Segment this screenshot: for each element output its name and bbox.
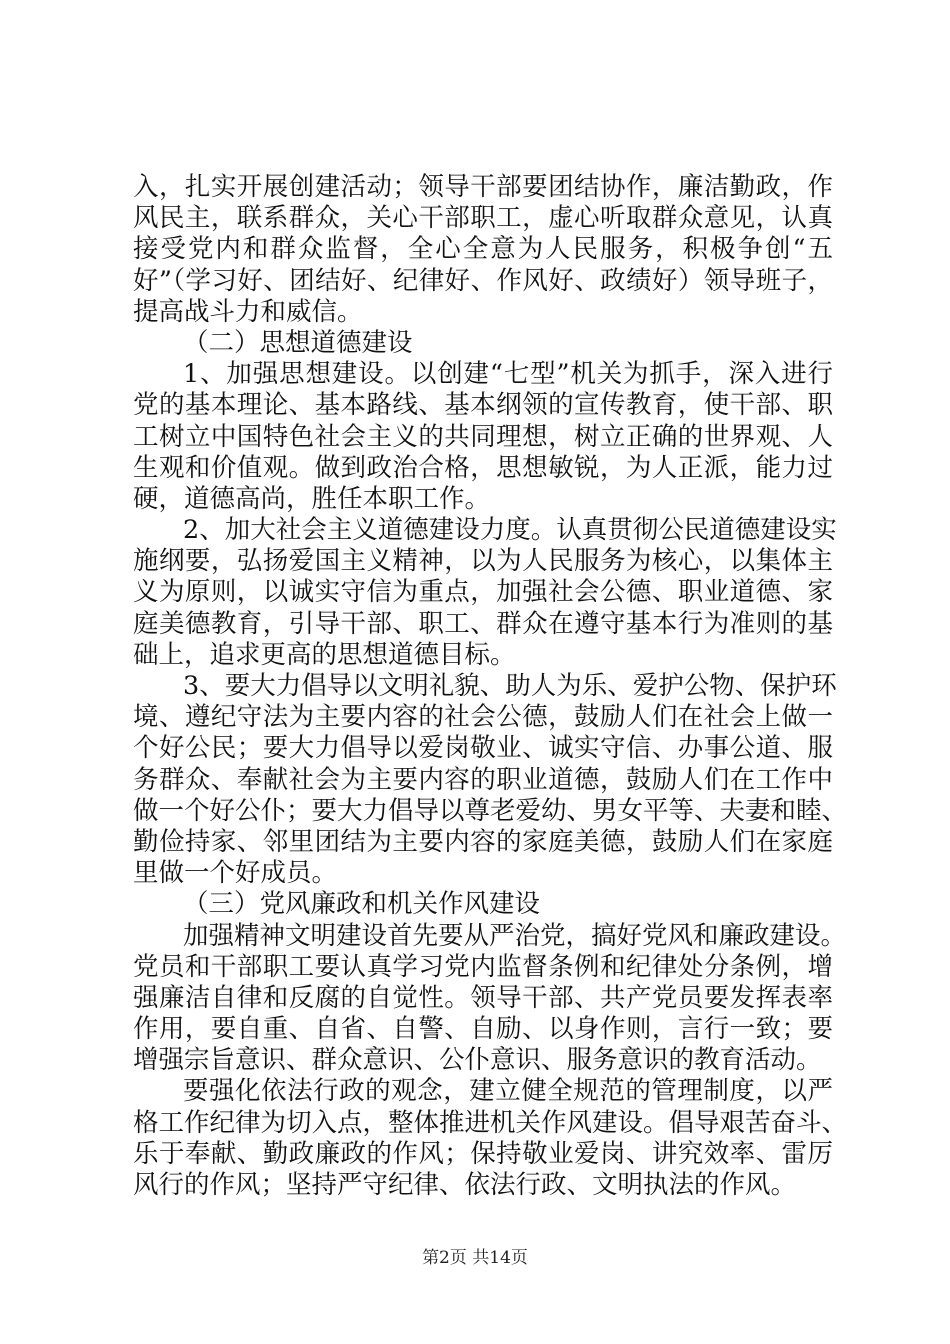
text-line: 勤俭持家、邻里团结为主要内容的家庭美德，鼓励人们在家庭 xyxy=(133,826,833,857)
text-line: 境、遵纪守法为主要内容的社会公德，鼓励人们在社会上做一 xyxy=(133,702,833,733)
text-line: 生观和价值观。做到政治合格，思想敏锐，为人正派，能力过 xyxy=(133,452,833,483)
text-line: 2、加大社会主义道德建设力度。认真贯彻公民道德建设实 xyxy=(183,515,837,546)
text-line: 础上，追求更高的思想道德目标。 xyxy=(133,639,516,670)
text-line: 务群众、奉献社会为主要内容的职业道德，鼓励人们在工作中 xyxy=(133,764,833,795)
text-line: 作用，要自重、自省、自警、自励、以身作则，言行一致；要 xyxy=(133,1014,833,1045)
text-line: 3、要大力倡导以文明礼貌、助人为乐、爱护公物、保护环 xyxy=(183,671,837,701)
text-line: 提高战斗力和威信。 xyxy=(133,296,363,327)
text-line: 风行的作风；坚持严守纪律、依法行政、文明执法的作风。 xyxy=(133,1170,797,1200)
text-line: 入，扎实开展创建活动；领导干部要团结协作，廉洁勤政，作 xyxy=(133,172,833,202)
text-line: 庭美德教育，引导干部、职工、群众在遵守基本行为准则的基 xyxy=(133,608,833,639)
text-line: 风民主，联系群众，关心干部职工，虚心听取群众意见，认真 xyxy=(133,203,833,234)
page-footer xyxy=(0,1243,950,1268)
text-line: 1、加强思想建设。以创建“七型”机关为抓手，深入进行 xyxy=(183,359,833,390)
text-line: 好”（学习好、团结好、纪律好、作风好、政绩好）领导班子， xyxy=(133,265,833,296)
text-line: 乐于奉献、勤政廉政的作风；保持敬业爱岗、讲究效率、雷厉 xyxy=(133,1138,833,1169)
text-line: （三）党风廉政和机关作风建设 xyxy=(183,889,541,920)
text-line: （二）思想道德建设 xyxy=(183,327,413,358)
text-line: 党的基本理论、基本路线、基本纲领的宣传教育，使干部、职 xyxy=(133,390,833,421)
text-line: 硬，道德高尚，胜任本职工作。 xyxy=(133,483,491,514)
text-line: 增强宗旨意识、群众意识、公仆意识、服务意识的教育活动。 xyxy=(133,1045,822,1076)
text-line: 要强化依法行政的观念，建立健全规范的管理制度，以严 xyxy=(183,1076,833,1107)
page-number-label: 第2页 共14页 xyxy=(422,1248,528,1268)
document-body xyxy=(133,172,848,1201)
text-line: 施纲要，弘扬爱国主义精神，以为人民服务为核心，以集体主 xyxy=(133,546,833,577)
text-line: 做一个好公仆；要大力倡导以尊老爱幼、男女平等、夫妻和睦、 xyxy=(133,795,848,826)
text-line: 里做一个好成员。 xyxy=(133,858,338,889)
text-line: 义为原则，以诚实守信为重点，加强社会公德、职业道德、家 xyxy=(133,577,833,608)
text-line: 加强精神文明建设首先要从严治党，搞好党风和廉政建设。 xyxy=(183,920,847,951)
text-line: 强廉洁自律和反腐的自觉性。领导干部、共产党员要发挥表率 xyxy=(133,982,833,1013)
text-line: 格工作纪律为切入点，整体推进机关作风建设。倡导艰苦奋斗、 xyxy=(133,1107,848,1138)
text-line: 个好公民；要大力倡导以爱岗敬业、诚实守信、办事公道、服 xyxy=(133,733,833,764)
text-line: 接受党内和群众监督，全心全意为人民服务，积极争创“五 xyxy=(133,234,833,265)
text-line: 工树立中国特色社会主义的共同理想，树立正确的世界观、人 xyxy=(133,421,833,452)
text-line: 党员和干部职工要认真学习党内监督条例和纪律处分条例，增 xyxy=(133,951,833,982)
